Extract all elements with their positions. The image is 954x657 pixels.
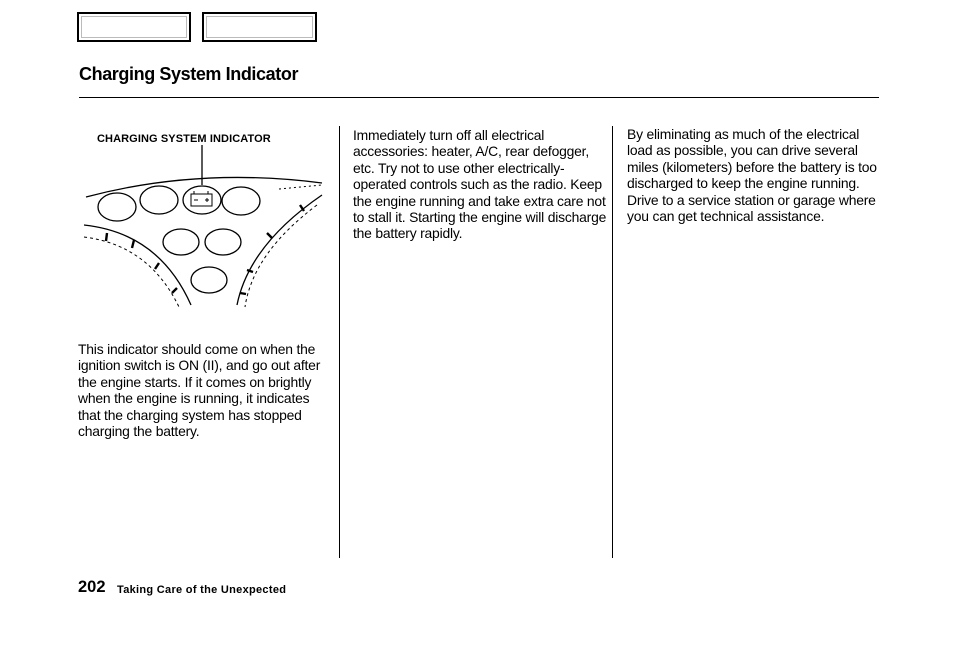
page-number: 202	[78, 578, 106, 596]
column-divider-2	[612, 126, 613, 558]
indicator-lamp-7	[191, 267, 227, 293]
next-page-button[interactable]	[202, 12, 317, 42]
previous-page-button-bevel	[81, 16, 187, 38]
title-divider	[79, 97, 879, 98]
right-gauge-tick	[267, 233, 272, 238]
panel-top-texture	[279, 185, 322, 189]
previous-page-button[interactable]	[77, 12, 191, 42]
right-gauge-arc-inner	[245, 205, 317, 307]
instrument-cluster-illustration	[79, 145, 329, 323]
column-divider-1	[339, 126, 340, 558]
indicator-description-text: This indicator should come on when the ignition switch is ON (II), and go out after the engine starts. If it comes on brightly when the engine is running, it indicates that the charging system has stopped charging the battery.	[78, 341, 321, 440]
left-gauge-tick	[172, 288, 177, 293]
left-gauge-tick	[155, 263, 159, 269]
left-gauge-tick	[132, 240, 134, 248]
indicator-lamp-2	[140, 186, 178, 214]
left-gauge-tick	[106, 233, 107, 241]
figure-label: CHARGING SYSTEM INDICATOR	[97, 133, 271, 145]
right-gauge-tick	[247, 270, 253, 272]
left-gauge-arc-outer	[84, 225, 191, 305]
indicator-lamp-6	[205, 229, 241, 255]
indicator-lamp-4	[222, 187, 260, 215]
section-name: Taking Care of the Unexpected	[117, 584, 287, 596]
indicator-lamp-5	[163, 229, 199, 255]
indicator-lamp-1	[98, 193, 136, 221]
next-page-button-bevel	[206, 16, 313, 38]
indicator-lamp-charging	[183, 186, 221, 214]
follow-up-action-text: By eliminating as much of the electrical load as possible, you can drive several miles (kilometers) before the battery is too discharged to keep the engine running. Drive to a service station or garage where you can get technical assistance.	[627, 126, 877, 225]
page-title: Charging System Indicator	[79, 64, 299, 84]
battery-icon	[191, 191, 212, 206]
right-gauge-tick	[240, 293, 246, 294]
immediate-action-text: Immediately turn off all electrical accessories: heater, A/C, rear defogger, etc. Try not to use other electrically-operated controls such as the radio. Keep the engine running and take extra care not to stall it. Starting the engine will discharge the battery rapidly.	[353, 127, 607, 242]
